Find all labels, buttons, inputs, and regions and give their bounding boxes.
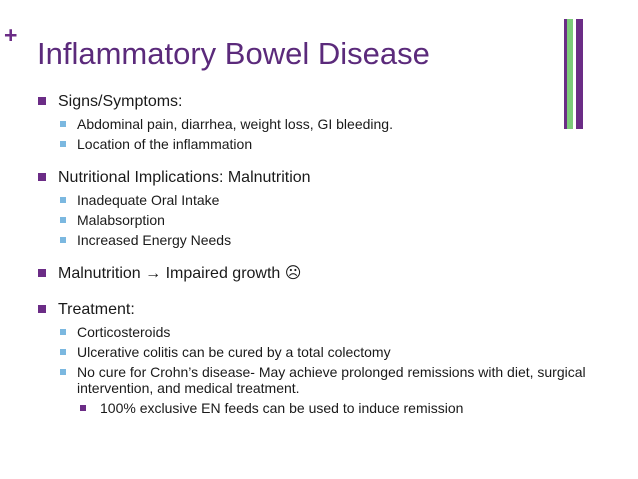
sub-bullet: [60, 212, 598, 228]
sub-bullet: [60, 344, 598, 360]
bullet-text: Nutritional Implications: Malnutrition: [58, 169, 311, 186]
sub-sub-bullet-square-icon: [80, 405, 86, 411]
sub-bullet: [60, 232, 598, 248]
bullet-text: Malnutrition → Impaired growth ☹: [58, 265, 302, 282]
bullet-treatment: [38, 300, 598, 319]
sub-bullet-square-icon: [60, 329, 66, 335]
sub-sub-bullet-text: 100% exclusive EN feeds can be used to induce remission: [100, 400, 464, 416]
bullet-square-icon: [38, 305, 46, 313]
bullet-nutritional-implications: [38, 168, 598, 187]
bullet-malnutrition: [38, 264, 598, 283]
sub-bullet: [60, 192, 598, 208]
sub-bullet-text: Increased Energy Needs: [77, 232, 232, 248]
sub-bullet-square-icon: [60, 217, 66, 223]
sub-bullet-text: Ulcerative colitis can be cured by a total colectomy: [77, 344, 391, 360]
bullet-square-icon: [38, 269, 46, 277]
sub-bullet-square-icon: [60, 237, 66, 243]
sub-bullet-text: Malabsorption: [77, 212, 165, 228]
sub-bullet: [60, 324, 598, 340]
plus-icon: +: [4, 22, 18, 48]
sub-bullet-square-icon: [60, 121, 66, 127]
sub-sub-bullet: [80, 400, 598, 416]
sub-bullet-square-icon: [60, 197, 66, 203]
sub-bullet: [60, 136, 598, 152]
sub-bullet-square-icon: [60, 349, 66, 355]
sub-bullet-text: Inadequate Oral Intake: [77, 192, 220, 208]
sub-bullet: [60, 364, 598, 396]
sub-bullet-text: Abdominal pain, diarrhea, weight loss, GI bleeding.: [77, 116, 393, 132]
sub-bullet-square-icon: [60, 369, 66, 375]
sub-bullet-text: Location of the inflammation: [77, 136, 253, 152]
bullet-square-icon: [38, 173, 46, 181]
bullet-signs-symptoms: [38, 92, 598, 111]
bullet-text: Treatment:: [58, 301, 135, 318]
slide-content: [38, 92, 598, 420]
slide-title: Inflammatory Bowel Disease: [37, 36, 430, 71]
sub-bullet-square-icon: [60, 141, 66, 147]
sub-bullet-text: No cure for Crohn’s disease- May achieve prolonged remissions with diet, surgical intervention, and medical treatment.: [77, 364, 586, 396]
bullet-text: Signs/Symptoms:: [58, 93, 183, 110]
bullet-square-icon: [38, 97, 46, 105]
sub-bullet-text: Corticosteroids: [77, 324, 171, 340]
sub-bullet: [60, 116, 598, 132]
